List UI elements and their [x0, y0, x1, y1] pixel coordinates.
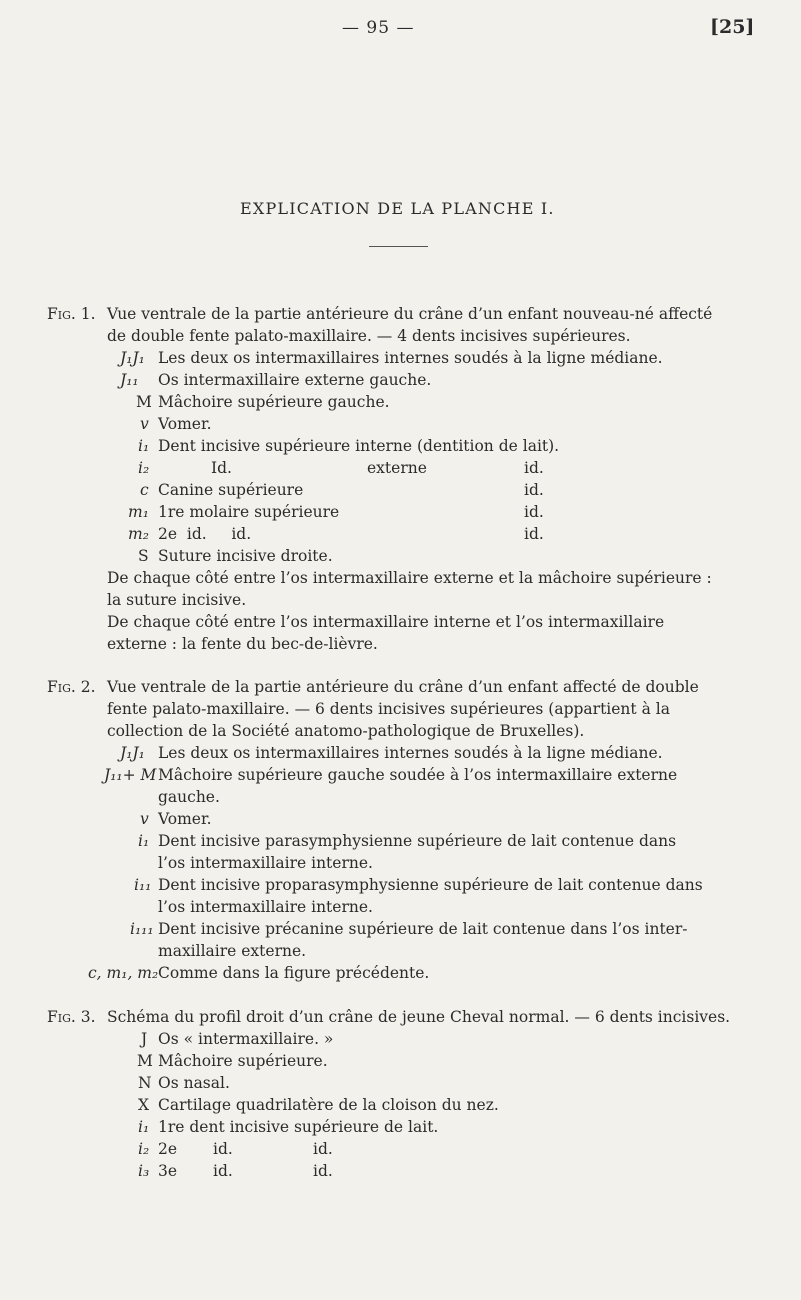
fig2-sym: v	[140, 810, 149, 828]
fig2-text: Dent incisive parasymphysienne supérieure de lait contenue dans	[158, 832, 677, 850]
fig3-text: Os « intermaxillaire. »	[158, 1030, 334, 1048]
fig1-tab-c: id.	[524, 525, 544, 543]
fig2-text: l’os intermaxillaire interne.	[158, 898, 373, 916]
fig1-para: De chaque côté entre l’os intermaxillaire interne et l’os intermaxillaire	[107, 613, 665, 631]
fig1-para: la suture incisive.	[107, 591, 247, 609]
fig2-text: Comme dans la figure précédente.	[158, 964, 430, 982]
fig1-tab-c: id.	[524, 481, 544, 499]
fig3-sym: J	[141, 1030, 148, 1048]
fig3-sym: X	[138, 1096, 150, 1114]
fig2-text: Les deux os intermaxillaires internes soudés à la ligne médiane.	[158, 744, 663, 762]
fig1-tab-a: 2e id. id.	[158, 525, 252, 543]
fig1-tab-c: id.	[524, 503, 544, 521]
fig3-tab-b: id.	[213, 1162, 233, 1180]
fig3-text: Mâchoire supérieure.	[158, 1052, 328, 1070]
fig1-item-sym: J₁J₁	[120, 349, 145, 367]
fig3-label: Fig. 3.	[47, 1008, 96, 1026]
fig3-tab-sym: i₃	[138, 1162, 150, 1180]
fig2-sym: J₁J₁	[120, 744, 145, 762]
fig1-tab-sym: c	[140, 481, 149, 499]
fig1-item-sym: i₁	[138, 437, 150, 455]
fig2-text: Mâchoire supérieure gauche soudée à l’os intermaxillaire externe	[158, 766, 678, 784]
fig1-para: externe : la fente du bec-de-lièvre.	[107, 635, 378, 653]
fig1-para: De chaque côté entre l’os intermaxillaire externe et la mâchoire supérieure :	[107, 569, 712, 587]
page-title: EXPLICATION DE LA PLANCHE I.	[240, 199, 555, 218]
fig1-suture-sym: S	[138, 547, 149, 565]
fig3-sym: N	[138, 1074, 152, 1092]
fig2-text: Vomer.	[158, 810, 212, 828]
bracket-page-number: [25]	[710, 16, 755, 38]
fig2-text: maxillaire externe.	[158, 942, 307, 960]
fig1-item-sym: v	[140, 415, 149, 433]
fig1-item-text: Os intermaxillaire externe gauche.	[158, 371, 432, 389]
fig1-intro-2: de double fente palato-maxillaire. — 4 dents incisives supérieures.	[107, 327, 631, 345]
fig1-tab-c: id.	[524, 459, 544, 477]
fig3-text: 1re dent incisive supérieure de lait.	[158, 1118, 439, 1136]
fig1-tab-sym: i₂	[138, 459, 150, 477]
fig3-intro: Schéma du profil droit d’un crâne de jeune Cheval normal. — 6 dents incisives.	[107, 1008, 731, 1026]
fig1-label: Fig. 1.	[47, 305, 96, 323]
fig3-tab-b: id.	[213, 1140, 233, 1158]
fig1-tab-a: 1re molaire supérieure	[158, 503, 340, 521]
fig2-sym: J₁₁+ M	[104, 766, 157, 784]
fig2-sym: i₁	[138, 832, 150, 850]
fig1-tab-sym: m₁	[128, 503, 149, 521]
fig2-intro: Vue ventrale de la partie antérieure du crâne d’un enfant affecté de double	[107, 678, 699, 696]
fig3-sym: M	[137, 1052, 153, 1070]
fig2-sym: i₁₁	[134, 876, 152, 894]
fig1-tab-a: Id.	[211, 459, 232, 477]
fig1-suture-text: Suture incisive droite.	[158, 547, 333, 565]
fig1-item-text: Vomer.	[158, 415, 212, 433]
fig1-item-text: Les deux os intermaxillaires internes soudés à la ligne médiane.	[158, 349, 663, 367]
fig2-sym: i₁₁₁	[130, 920, 154, 938]
fig1-item-sym: J₁₁	[120, 371, 139, 389]
fig3-tab-c: id.	[313, 1140, 333, 1158]
fig2-label: Fig. 2.	[47, 678, 96, 696]
fig3-tab-a: 2e	[158, 1140, 178, 1158]
fig3-sym: i₁	[138, 1118, 150, 1136]
fig2-sym: c, m₁, m₂	[88, 964, 159, 982]
fig3-tab-a: 3e	[158, 1162, 178, 1180]
fig2-text: l’os intermaxillaire interne.	[158, 854, 373, 872]
fig3-tab-c: id.	[313, 1162, 333, 1180]
fig1-item-sym: M	[136, 393, 152, 411]
fig1-intro-1: Vue ventrale de la partie antérieure du crâne d’un enfant nouveau-né affecté	[107, 305, 713, 323]
fig1-tab-b: externe	[367, 459, 427, 477]
fig1-item-text: Dent incisive supérieure interne (dentition de lait).	[158, 437, 560, 455]
fig3-text: Cartilage quadrilatère de la cloison du nez.	[158, 1096, 499, 1114]
fig2-text: Dent incisive précanine supérieure de lait contenue dans l’os inter-	[158, 920, 688, 938]
fig3-text: Os nasal.	[158, 1074, 230, 1092]
fig1-tab-a: Canine supérieure	[158, 481, 304, 499]
fig2-intro: fente palato-maxillaire. — 6 dents incisives supérieures (appartient à la	[107, 700, 670, 718]
fig1-item-text: Mâchoire supérieure gauche.	[158, 393, 390, 411]
fig2-text: gauche.	[158, 788, 220, 806]
page-number: — 95 —	[342, 18, 415, 38]
fig1-tab-sym: m₂	[128, 525, 149, 543]
title-divider	[369, 246, 428, 247]
fig2-intro: collection de la Société anatomo-pathologique de Bruxelles).	[107, 722, 585, 740]
fig3-tab-sym: i₂	[138, 1140, 150, 1158]
fig2-text: Dent incisive proparasymphysienne supérieure de lait contenue dans	[158, 876, 703, 894]
